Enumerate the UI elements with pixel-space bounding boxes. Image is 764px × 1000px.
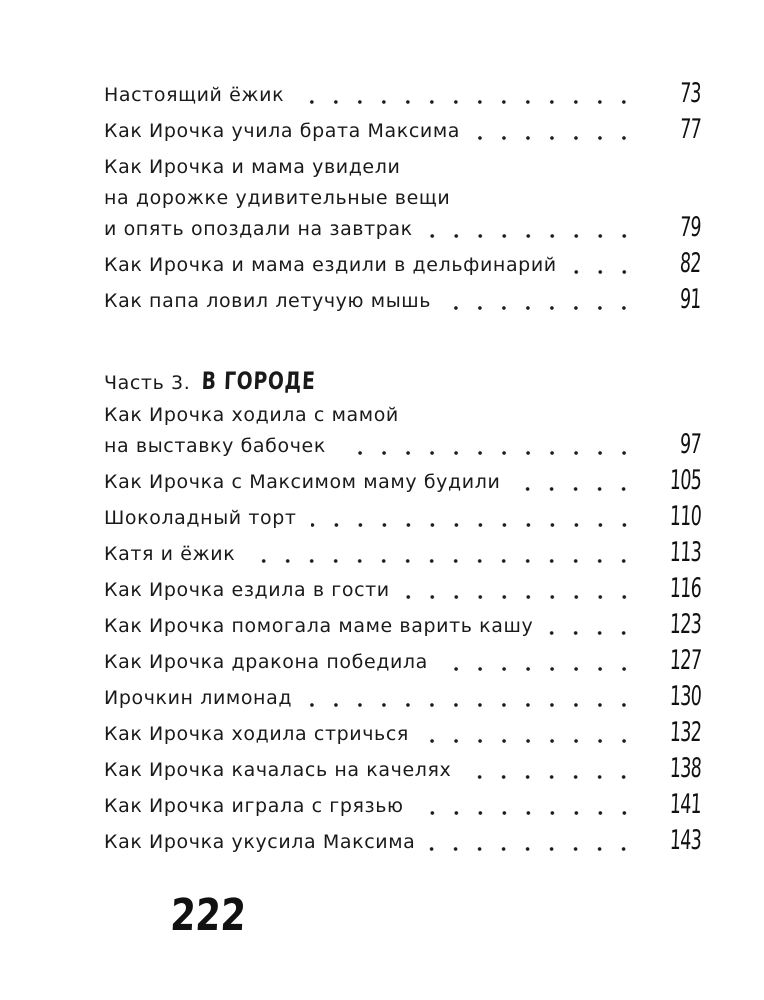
- toc-entry-page: 130: [668, 681, 702, 712]
- toc-entry-line: [104, 719, 700, 750]
- part-label: Часть 3.: [104, 372, 191, 394]
- toc-entry: [104, 467, 700, 498]
- dot-leader: [404, 592, 636, 602]
- toc-entry: [104, 575, 700, 606]
- toc-entry-title: Как Ирочка и мама ездили в дельфинарий: [104, 254, 557, 276]
- toc-entry-title: на дорожке удивительные вещи: [104, 187, 451, 209]
- toc-entry-title: Катя и ёжик: [104, 543, 236, 565]
- page-number-folio: 222: [169, 890, 248, 941]
- toc-entry-title: Как Ирочка качалась на качелях: [104, 759, 452, 781]
- toc-entry-title: на выставку бабочек: [104, 435, 326, 457]
- toc-entry: [104, 611, 700, 642]
- toc-entry: [104, 503, 700, 534]
- dot-leader: [465, 772, 636, 782]
- dot-leader: [311, 520, 636, 530]
- toc-entry-line: [104, 250, 700, 281]
- toc-entry-line: [104, 214, 700, 245]
- toc-entry-page: 82: [679, 248, 702, 279]
- toc-entry-title: Как Ирочка ходила стричься: [104, 723, 409, 745]
- toc-entry-title: Шоколадный торт: [104, 507, 297, 529]
- toc-entry: [104, 286, 700, 317]
- toc-entry: [104, 755, 700, 786]
- toc-entry-line: [104, 539, 700, 570]
- part-title: В ГОРОДЕ: [201, 367, 317, 395]
- toc-entry-title: Как Ирочка ездила в гости: [104, 579, 390, 601]
- dot-leader: [423, 736, 636, 746]
- toc-entry-page: 113: [668, 537, 702, 568]
- toc-entry: [104, 152, 700, 245]
- dot-leader: [514, 484, 636, 494]
- toc-entry: [104, 116, 700, 147]
- dot-leader: [445, 303, 636, 313]
- dot-leader: [298, 97, 636, 107]
- toc-entry-page: 79: [679, 212, 702, 243]
- toc-entry: [104, 719, 700, 750]
- toc-entry-title: Как Ирочка ходила с мамой: [104, 404, 399, 426]
- table-of-contents: [104, 80, 700, 863]
- toc-entry-line: [104, 183, 700, 214]
- toc-entry: [104, 400, 700, 462]
- toc-entry: [104, 250, 700, 281]
- toc-entry-page: 141: [668, 789, 702, 820]
- toc-entry: [104, 647, 700, 678]
- toc-entry-line: [104, 683, 700, 714]
- toc-entry-page: 132: [668, 717, 702, 748]
- toc-entry-page: 127: [668, 645, 702, 676]
- dot-leader: [442, 664, 636, 674]
- toc-entry-page: 110: [668, 501, 702, 532]
- dot-leader: [306, 700, 636, 710]
- toc-entry-title: Настоящий ёжик: [104, 84, 285, 106]
- toc-list-part-3: [104, 400, 700, 863]
- toc-entry-title: Как Ирочка укусила Максима: [104, 831, 416, 853]
- toc-entry-line: [104, 503, 700, 534]
- toc-entry-page: 97: [679, 429, 702, 460]
- toc-entry-line: [104, 80, 700, 111]
- toc-entry-title: Как Ирочка помогала маме варить кашу: [104, 615, 534, 637]
- dot-leader: [418, 808, 636, 818]
- toc-entry-line: [104, 116, 700, 147]
- toc-entry: [104, 683, 700, 714]
- toc-entry: [104, 827, 700, 858]
- toc-entry-page: 143: [668, 825, 702, 856]
- dot-leader: [474, 133, 636, 143]
- dot-leader: [547, 628, 636, 638]
- toc-entry-page: 123: [668, 609, 702, 640]
- toc-entry-page: 91: [679, 284, 702, 315]
- toc-entry: [104, 80, 700, 111]
- toc-list-part-2: [104, 80, 700, 322]
- toc-entry-page: 116: [668, 573, 702, 604]
- toc-entry-title: Ирочкин лимонад: [104, 687, 293, 709]
- toc-entry: [104, 791, 700, 822]
- toc-entry-line: [104, 791, 700, 822]
- toc-entry-line: [104, 431, 700, 462]
- toc-entry-page: 77: [679, 114, 702, 145]
- toc-entry-page: 73: [679, 78, 702, 109]
- toc-entry-title: Как Ирочка и мама увидели: [104, 156, 401, 178]
- toc-entry-line: [104, 575, 700, 606]
- toc-entry-line: [104, 286, 700, 317]
- dot-leader: [249, 556, 636, 566]
- toc-entry-page: 105: [668, 465, 702, 496]
- toc-entry-line: [104, 827, 700, 858]
- toc-entry-title: Как папа ловил летучую мышь: [104, 290, 432, 312]
- toc-entry-page: 138: [668, 753, 702, 784]
- dot-leader: [571, 267, 636, 277]
- toc-entry-line: [104, 467, 700, 498]
- dot-leader: [429, 844, 636, 854]
- toc-entry-line: [104, 755, 700, 786]
- toc-entry-line: [104, 400, 700, 431]
- toc-entry-line: [104, 152, 700, 183]
- toc-entry-title: Как Ирочка учила брата Максима: [104, 120, 461, 142]
- toc-entry-title: Как Ирочка с Максимом маму будили: [104, 471, 501, 493]
- dot-leader: [427, 231, 636, 241]
- toc-entry-title: Как Ирочка дракона победила: [104, 651, 428, 673]
- toc-entry-line: [104, 611, 700, 642]
- part-heading: [104, 364, 700, 400]
- toc-entry-title: и опять опоздали на завтрак: [104, 218, 413, 240]
- toc-entry: [104, 539, 700, 570]
- dot-leader: [340, 448, 636, 458]
- toc-entry-line: [104, 647, 700, 678]
- toc-entry-title: Как Ирочка играла с грязью: [104, 795, 404, 817]
